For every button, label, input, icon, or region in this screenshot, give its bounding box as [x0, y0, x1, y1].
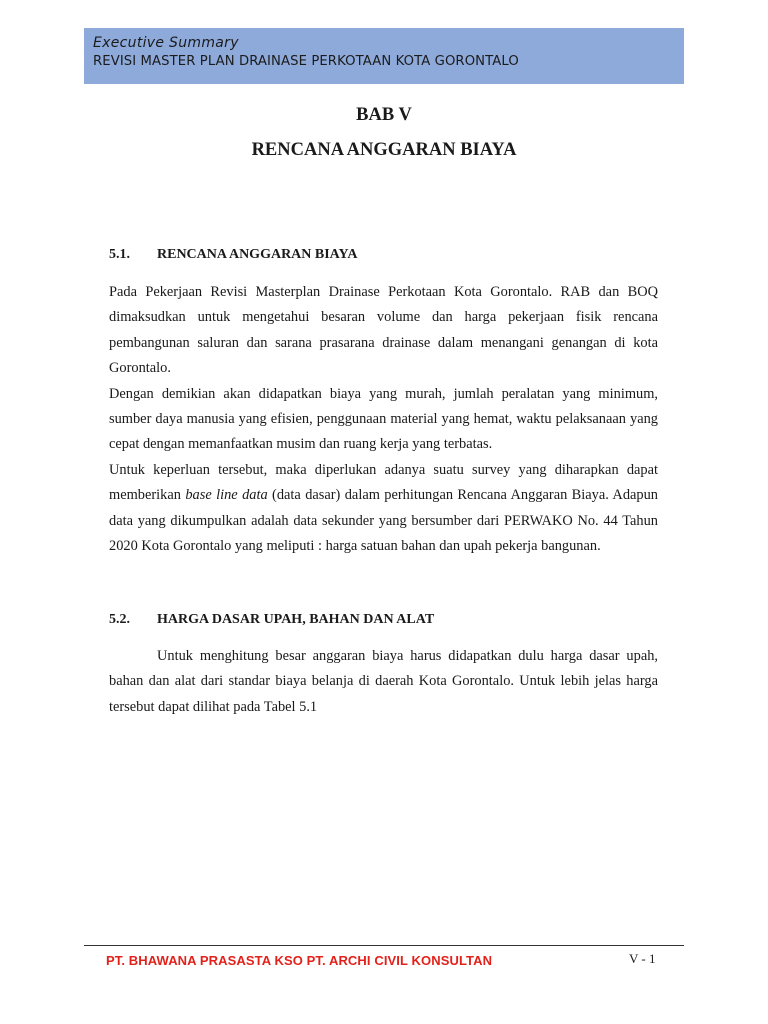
page-number: V - 1 [629, 951, 656, 966]
paragraph-text: Untuk keperluan tersebut, maka diperlukan adanya suatu survey yang diharapkan dapat memberikan [109, 461, 658, 504]
section-heading-5-2 [109, 612, 434, 628]
section-title: RENCANA ANGGARAN BIAYA [157, 247, 358, 262]
section-heading-5-1 [109, 247, 357, 263]
header-subtitle: Executive Summary [93, 35, 239, 51]
section-title: HARGA DASAR UPAH, BAHAN DAN ALAT [157, 612, 435, 627]
chapter-title: RENCANA ANGGARAN BIAYA [251, 140, 517, 160]
section-5-2-body [109, 644, 658, 720]
header-title: REVISI MASTER PLAN DRAINASE PERKOTAAN KOTA GORONTALO [93, 54, 519, 69]
footer-divider [84, 945, 684, 946]
paragraph: Dengan demikian akan didapatkan biaya yang murah, jumlah peralatan yang minimum, sumber daya manusia yang efisien, penggunaan material yang hemat, waktu pelaksanaan yang cepat dengan memanfaatkan musim dan ruang kerja yang terbatas. [109, 385, 658, 453]
paragraph [109, 458, 658, 560]
chapter-number: BAB V [356, 105, 412, 125]
paragraph-text: (data dasar) dalam perhitungan Rencana Anggaran Biaya. Adapun data yang dikumpulkan adalah data sekunder yang bersumber dari PERWAKO No. 44 Tahun 2020 Kota Gorontalo yang meliputi : harga satuan bahan dan upah pekerja bangunan. [109, 487, 658, 555]
section-5-1-body [109, 280, 658, 559]
paragraph-italic-term: base line data [185, 487, 268, 504]
paragraph: Untuk menghitung besar anggaran biaya harus didapatkan dulu harga dasar upah, bahan dan alat dari standar biaya belanja di daerah Kota Gorontalo. Untuk lebih jelas harga tersebut dapat dilihat pada Tabel 5.1 [109, 648, 658, 715]
running-header [84, 28, 684, 84]
footer-company: PT. BHAWANA PRASASTA KSO PT. ARCHI CIVIL KONSULTAN [106, 953, 493, 968]
section-number: 5.2. [109, 612, 130, 627]
paragraph: Pada Pekerjaan Revisi Masterplan Drainase Perkotaan Kota Gorontalo. RAB dan BOQ dimaksudkan untuk mengetahui besaran volume dan harga pekerjaan fisik rencana pembangunan saluran dan sarana prasarana drainase dalam menangani genangan di kota Gorontalo. [109, 284, 658, 377]
section-number: 5.1. [109, 247, 130, 262]
